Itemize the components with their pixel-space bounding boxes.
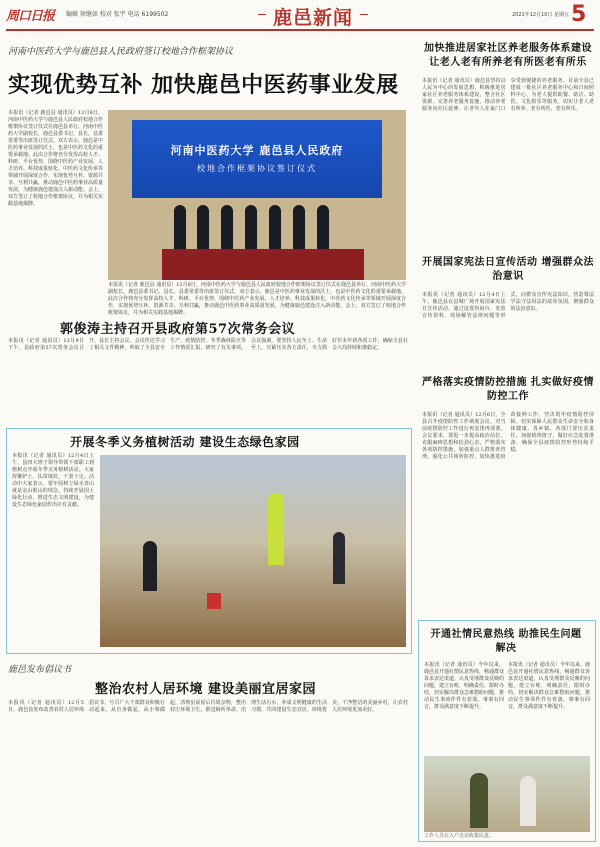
person-figure xyxy=(333,532,345,584)
person-figure xyxy=(143,541,157,591)
section-title: 鹿邑新闻 xyxy=(258,3,368,30)
newspaper-logo: 周口日报 xyxy=(6,9,55,24)
signing-ceremony-photo xyxy=(108,110,406,280)
lead-body: 本报讯（记者 鹿邑县 通讯员）12月8日，河南中医药大学与鹿邑县人民政府校地合作框架协议签订仪式在鹿邑县举行。河南中医药大学副校长，鹿邑县委书记、县长，县委常委等出席签订仪式。双方表示，鹿邑是中医药事业发展的沃土，也是中医药文化的重要承载地。此次合作将充分发挥高校人才、科研、平台优势，围绕中医药产业发展、人才培养、科技成果转化、中医药文化传承等领域开展深度合作，实现优势互补、资源共享、互利共赢，推动鹿邑中医药事业高质量发展，为健康鹿邑建设注入新动能。会上，双方签订了校地合作框架协议，并为相关实践基地揭牌。 xyxy=(8,110,104,207)
ceremony-banner xyxy=(132,120,382,198)
banner-subtitle: 校地合作框架协议签订仪式 xyxy=(196,164,317,174)
rural-body: 本报讯（记者 通讯员）12月5日，鹿邑县发布改善农村人居环境倡议书，号召广大干部群众积极行动起来，从自身做起，从小事做起，清理房前屋后垃圾杂物，整治村庄环境卫生，推进厕所革命，治理生活污水，养成文明健康的生活习惯，共同建设生态宜居、环境优美、干净整洁的美丽乡村，让农村人居环境更加美好。 xyxy=(8,700,408,713)
person-figure xyxy=(520,776,536,826)
tree-headline: 开展冬季义务植树活动 建设生态绿色家园 xyxy=(70,435,300,449)
rural-kicker: 鹿邑发布倡议书 xyxy=(8,665,72,675)
rural-headline: 整治农村人居环境 建设美丽宜居家园 xyxy=(95,682,317,697)
session-headline: 郭俊涛主持召开县政府第57次常务会议 xyxy=(60,322,296,337)
elderly-headline: 加快推进居家社区养老服务体系建设 让老人老有所养老有所医老有所乐 xyxy=(424,43,592,68)
editor-line xyxy=(66,9,168,18)
lead-body-continued: 本报讯（记者 鹿邑县 通讯员）12月8日，河南中医药大学与鹿邑县人民政府校地合作框架协议签订仪式在鹿邑县举行。河南中医药大学副校长，鹿邑县委书记、县长，县委常委等出席签订仪式。双方表示，鹿邑是中医药事业发展的沃土，也是中医药文化的重要承载地。此次合作将充分发挥高校人才、科研、平台优势，围绕中医药产业发展、人才培养、科技成果转化、中医药文化传承等领域开展深度合作，实现优势互补、资源共享、互利共赢，推动鹿邑中医药事业高质量发展，为健康鹿邑建设注入新动能。会上，双方签订了校地合作框架协议，并为相关实践基地揭牌。 xyxy=(108,282,406,316)
red-bucket xyxy=(207,593,221,609)
signing-table xyxy=(162,249,365,280)
page-number: 5 xyxy=(571,2,587,27)
constitution-headline: 开展国家宪法日宣传活动 增强群众法治意识 xyxy=(422,257,594,282)
lead-headline: 实现优势互补 加快鹿邑中医药事业发展 xyxy=(8,72,399,98)
session-body: 本报讯（记者 通讯员）12月9日下午，县政府第57次常务会议召开，县长主持会议。会议传达学习了相关文件精神，听取了全县安全生产、疫情防控、冬季森林防火等工作情况汇报，研究了有关事项。会议强调，要坚持人民至上、生命至上，压紧压实各方责任，全力抓好岁末年初各项工作，确保全县社会大局持续和谐稳定。 xyxy=(8,338,408,351)
masthead xyxy=(0,0,600,28)
tree-planting-photo xyxy=(100,455,406,647)
constitution-body: 本报讯（记者 通讯员）12月4日上午，鹿邑县在县城广场开展国家宪法日宣传活动，通过设置咨询台、发放宣传资料、现场解答法律问题等形式，向群众宣传宪法知识，营造尊法学法守法用法的浓厚氛围，增强群众的法治意识。 xyxy=(422,292,594,319)
lead-kicker: 河南中医药大学与鹿邑县人民政府签订校地合作框架协议 xyxy=(8,47,234,57)
hotline-photo xyxy=(424,756,590,832)
editor: 编辑 徐继如 xyxy=(66,11,98,18)
epidemic-body: 本报讯（记者 通讯员）12月6日，全县召开疫情防控工作调度会议，对当前疫情防控工作进行再安排再部署。会议要求，要进一步提高政治站位，克服麻痹思想和松劲心态，严格落实各项防控措施，加强重点人群排查管理，强化公共场所防控，加快推进疫苗接种工作，坚决筑牢疫情防控屏障，切实保障人民群众生命安全和身体健康。各乡镇、各部门要压实责任，加强值班值守，做好应急处置准备，确保全县疫情防控形势持续平稳。 xyxy=(422,412,594,460)
phone: 电话 6199502 xyxy=(127,11,169,18)
worker-vest xyxy=(268,493,284,565)
masthead-rule xyxy=(6,29,594,31)
tree-body: 本报讯（记者 通讯员）12月4日上午，县四大班子领导带领干部职工到植树点开展冬季义务植树活动。大家挥锹铲土、扶苗填坑，干劲十足。活动中大家表示，要牢固树立绿水青山就是金山银山的理念，持续开展国土绿化行动，推进生态文明建设，为建设生态绿色家园作出应有贡献。 xyxy=(12,453,94,508)
hotline-photo-caption: 工作人员在入户走访收集民意。 xyxy=(424,833,495,839)
issue-date: 2021年12月10日 星期五 xyxy=(512,12,570,18)
hotline-headline: 开通社情民意热线 助推民生问题解决 xyxy=(430,629,582,654)
proofreader: 校对 张宇 xyxy=(99,11,126,18)
person-figure xyxy=(470,773,488,828)
elderly-body: 本报讯（记者 通讯员）鹿邑县坚持以人民为中心的发展思想，积极推进居家社区养老服务体系建设，整合社区资源，完善养老服务设施，推动养老服务向社区延伸，让老年人在家门口享受到便捷的养老服务。目前全县已建成一批社区养老服务中心和日间照料中心，为老人提供助餐、助洁、助医、文化娱乐等服务，切实让老人老有所养、老有所医、老有所乐。 xyxy=(422,78,594,112)
hotline-body: 本报讯（记者 通讯员）今年以来，鹿邑县开通社情民意热线，畅通群众诉求表达渠道，认真受理群众反映的问题，建立台账，明确责任，限时办结，切实解决群众急难愁盼问题，推动民生事项件件有着落、事事有回音，群众满意度不断提升。 xyxy=(424,662,505,710)
hotline-body-column-2: 本报讯（记者 通讯员）今年以来，鹿邑县开通社情民意热线，畅通群众诉求表达渠道，认真受理群众反映的问题，建立台账，明确责任，限时办结，切实解决群众急难愁盼问题，推动民生事项件件有着落、事事有回音，群众满意度不断提升。 xyxy=(508,662,590,710)
banner-title: 河南中医药大学 鹿邑县人民政府 xyxy=(170,144,344,158)
epidemic-headline: 严格落实疫情防控措施 扎实做好疫情防控工作 xyxy=(422,377,594,402)
